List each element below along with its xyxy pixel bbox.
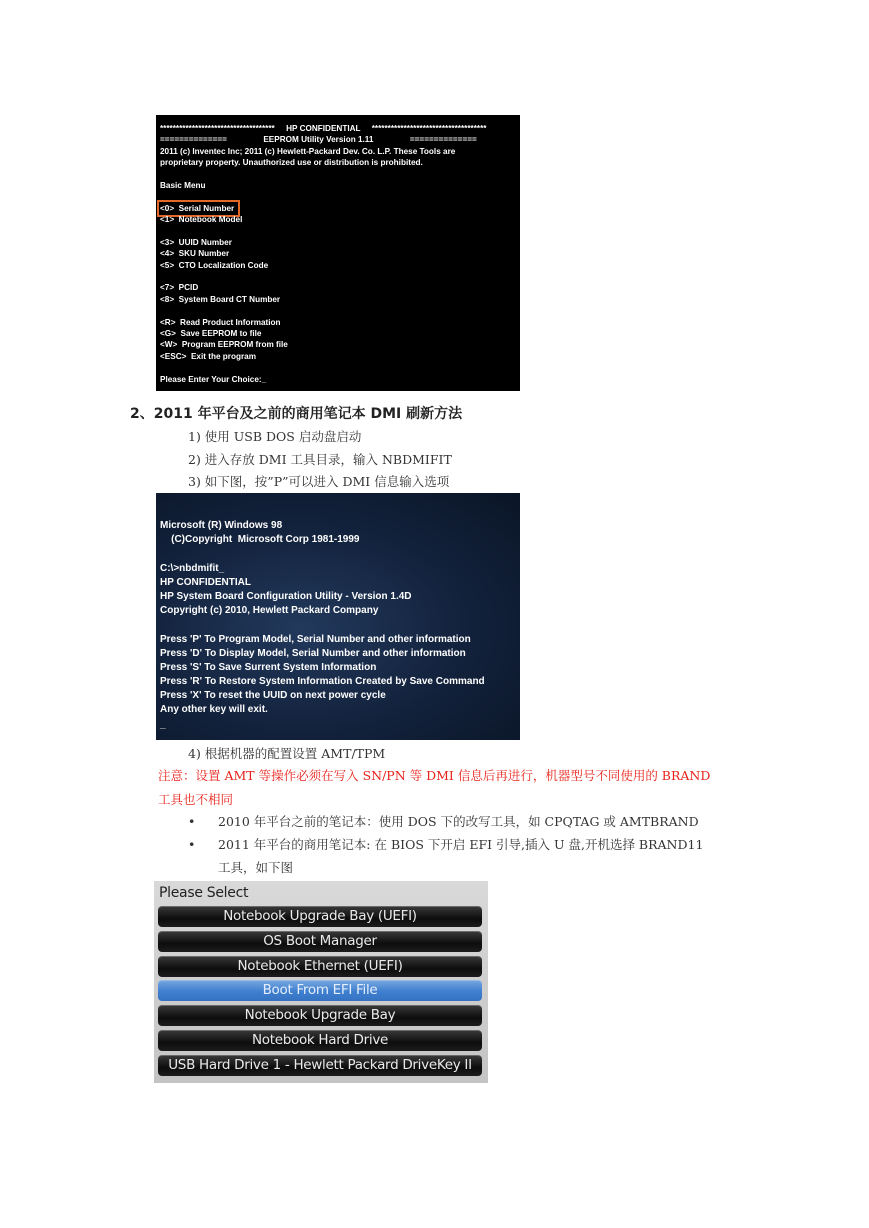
note-line-1: 注意：设置 AMT 等操作必须在写入 SN/PN 等 DMI 信息后再进行，机器型号不同使用的 BRAND bbox=[158, 768, 711, 783]
dmi-line: Any other key will exit. bbox=[160, 704, 268, 716]
dmi-line: Press 'X' To reset the UUID on next power cycle bbox=[160, 690, 386, 702]
eeprom-basic-menu: Basic Menu bbox=[160, 180, 206, 190]
boot-option-hard-drive[interactable]: Notebook Hard Drive bbox=[158, 1030, 482, 1051]
bullet-dot-icon: • bbox=[188, 814, 196, 829]
eeprom-utility-screenshot bbox=[156, 115, 520, 391]
eeprom-menu-item: <ESC> Exit the program bbox=[160, 351, 257, 361]
step-2: 2) 进入存放 DMI 工具目录，输入 NBDMIFIT bbox=[188, 452, 452, 467]
nbdmifit-screenshot bbox=[156, 493, 520, 740]
eeprom-menu-item: <W> Program EEPROM from file bbox=[160, 340, 288, 350]
eeprom-line: ************************************ HP CONFIDENTIAL ************************************ bbox=[160, 124, 487, 133]
boot-option-upgrade-bay-uefi[interactable]: Notebook Upgrade Bay (UEFI) bbox=[158, 906, 482, 927]
boot-option-efi-file-selected[interactable]: Boot From EFI File bbox=[158, 980, 482, 1001]
boot-option-usb-drivekey[interactable]: USB Hard Drive 1 - Hewlett Packard DriveKey II bbox=[158, 1055, 482, 1076]
dmi-line: Copyright (c) 2010, Hewlett Packard Company bbox=[160, 605, 379, 617]
eeprom-line: proprietary property. Unauthorized use or distribution is prohibited. bbox=[160, 158, 423, 168]
eeprom-menu-item: <5> CTO Localization Code bbox=[160, 260, 269, 270]
boot-option-os-boot-manager[interactable]: OS Boot Manager bbox=[158, 931, 482, 952]
dmi-line: Press 'S' To Save Surrent System Information bbox=[160, 661, 377, 673]
eeprom-menu-item: <3> UUID Number bbox=[160, 237, 232, 247]
bullet-item bbox=[188, 810, 699, 833]
boot-menu-screenshot bbox=[154, 881, 488, 1083]
dmi-cursor: _ bbox=[160, 718, 166, 730]
dmi-line: Press 'P' To Program Model, Serial Number and other information bbox=[160, 633, 471, 645]
eeprom-menu-item: <7> PCID bbox=[160, 283, 199, 293]
boot-menu-title: Please Select bbox=[159, 885, 249, 901]
section-heading: 2、2011 年平台及之前的商用笔记本 DMI 刷新方法 bbox=[130, 406, 463, 422]
eeprom-menu-item: <R> Read Product Information bbox=[160, 317, 281, 327]
bullet-text: 2011 年平台的商用笔记本: 在 BIOS 下开启 EFI 引导,插入 U 盘,开机选择 BRAND11 bbox=[218, 837, 704, 852]
bullet-text: 2010 年平台之前的笔记本：使用 DOS 下的改写工具，如 CPQTAG 或 AMTBRAND bbox=[218, 814, 699, 829]
eeprom-prompt: Please Enter Your Choice:_ bbox=[160, 374, 267, 384]
dmi-line: Press 'D' To Display Model, Serial Number and other information bbox=[160, 647, 466, 659]
boot-option-ethernet-uefi[interactable]: Notebook Ethernet (UEFI) bbox=[158, 956, 482, 977]
boot-option-upgrade-bay[interactable]: Notebook Upgrade Bay bbox=[158, 1005, 482, 1026]
bullet-item bbox=[188, 833, 704, 856]
step-1: 1) 使用 USB DOS 启动盘启动 bbox=[188, 429, 362, 444]
dmi-line: Press 'R' To Restore System Information Created by Save Command bbox=[160, 676, 485, 688]
eeprom-line: 2011 (c) Inventec Inc; 2011 (c) Hewlett-Packard Dev. Co. L.P. These Tools are bbox=[160, 146, 456, 156]
dmi-line: Microsoft (R) Windows 98 bbox=[160, 520, 283, 531]
eeprom-line: ============== EEPROM Utility Version 1.11 ============== bbox=[160, 135, 477, 145]
eeprom-menu-item: <1> Notebook Model bbox=[160, 215, 243, 225]
step-4: 4) 根据机器的配置设置 AMT/TPM bbox=[188, 746, 386, 761]
dmi-line: (C)Copyright Microsoft Corp 1981-1999 bbox=[160, 534, 360, 546]
note-line-2: 工具也不相同 bbox=[158, 792, 234, 807]
step-3: 3) 如下图，按”P”可以进入 DMI 信息输入选项 bbox=[188, 474, 450, 489]
eeprom-menu-item: <G> Save EEPROM to file bbox=[160, 329, 262, 339]
dmi-line: C:\>nbdmifit_ bbox=[160, 562, 225, 574]
eeprom-menu-item: <4> SKU Number bbox=[160, 249, 230, 259]
bullet-continuation: 工具，如下图 bbox=[218, 860, 294, 875]
dmi-line: HP System Board Configuration Utility - Version 1.4D bbox=[160, 590, 412, 602]
eeprom-menu-serial-number-highlighted: <0> Serial Number bbox=[160, 203, 237, 214]
eeprom-menu-item: <8> System Board CT Number bbox=[160, 294, 281, 304]
bullet-dot-icon: • bbox=[188, 837, 196, 852]
dmi-line: HP CONFIDENTIAL bbox=[160, 576, 251, 588]
